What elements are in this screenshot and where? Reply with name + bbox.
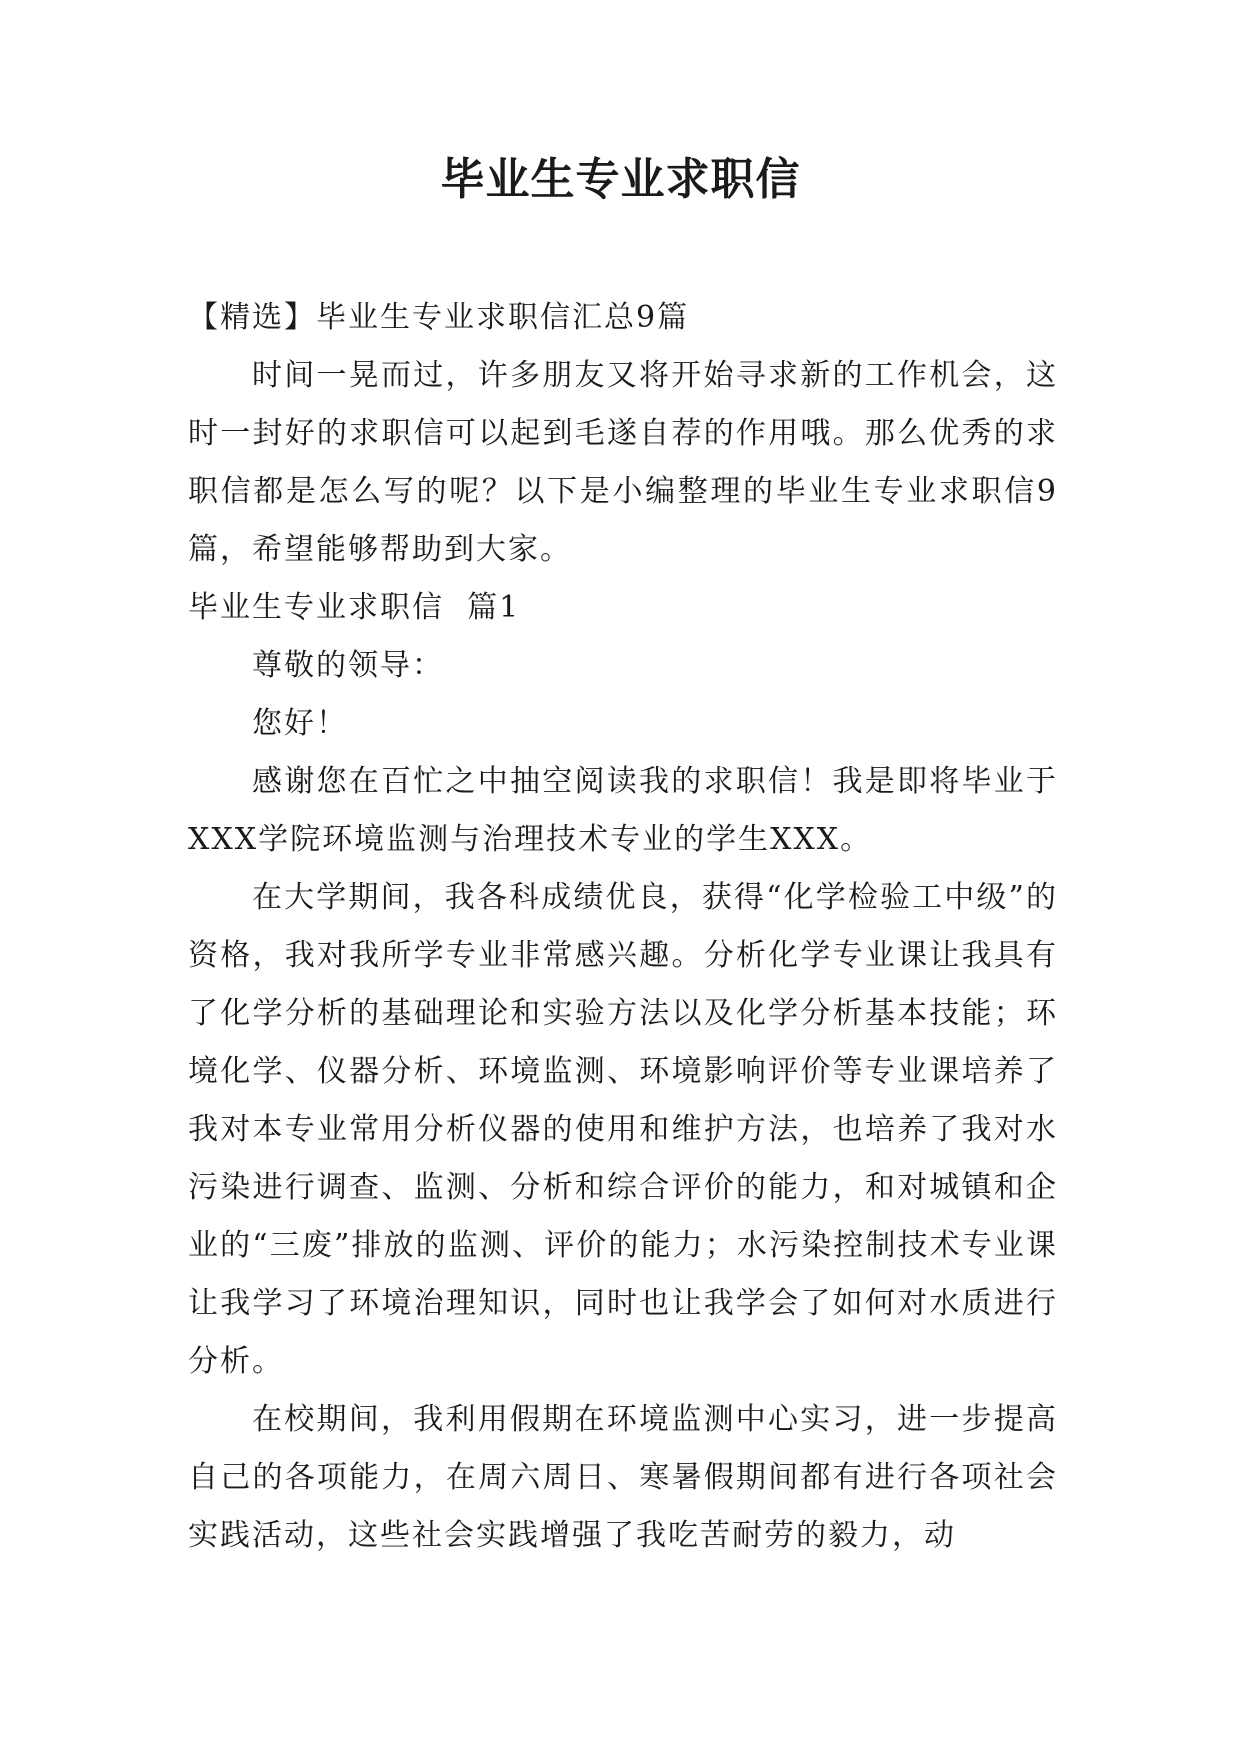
salutation: 尊敬的领导： xyxy=(252,648,444,683)
body-paragraph-1: 感谢您在百忙之中抽空阅读我的求职信！我是即将毕业于XXX学院环境监测与治理技术专业的学生XXX。 xyxy=(188,764,1058,857)
document-title: 毕业生专业求职信 xyxy=(440,154,801,205)
greeting: 您好！ xyxy=(252,706,348,741)
intro-paragraph: 时间一晃而过，许多朋友又将开始寻求新的工作机会，这时一封好的求职信可以起到毛遂自荐的作用哦。那么优秀的求职信都是怎么写的呢？以下是小编整理的毕业生专业求职信9篇，希望能够帮助到大家。 xyxy=(188,358,1058,567)
document-subtitle: 【精选】毕业生专业求职信汇总9篇 xyxy=(188,300,690,335)
section-heading: 毕业生专业求职信 篇1 xyxy=(188,590,521,625)
body-paragraph-2: 在大学期间，我各科成绩优良，获得“化学检验工中级”的资格，我对我所学专业非常感兴趣。分析化学专业课让我具有了化学分析的基础理论和实验方法以及化学分析基本技能；环境化学、仪器分析、环境监测、环境影响评价等专业课培养了我对本专业常用分析仪器的使用和维护方法，也培养了我对水污染进行调查、监测、分析和综合评价的能力，和对城镇和企业的“三废”排放的监测、评价的能力；水污染控制技术专业课让我学习了环境治理知识，同时也让我学会了如何对水质进行分析。 xyxy=(188,880,1058,1379)
body-paragraph-3: 在校期间，我利用假期在环境监测中心实习，进一步提高自己的各项能力，在周六周日、寒暑假期间都有进行各项社会实践活动，这些社会实践增强了我吃苦耐劳的毅力，动 xyxy=(188,1402,1058,1553)
document-body xyxy=(188,289,1058,1565)
